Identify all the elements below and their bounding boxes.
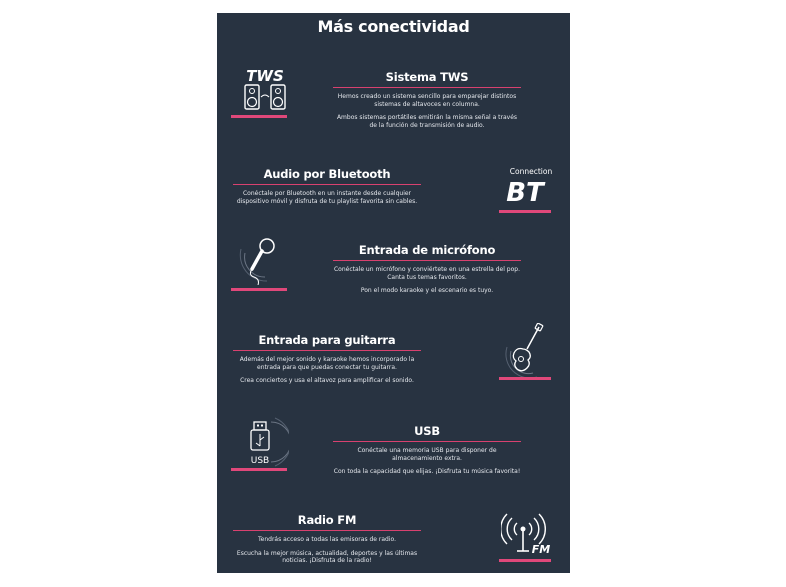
- section-paragraph: Conéctale un micrófono y conviértete en una estrella del pop. Canta tus temas favoritos.: [333, 266, 521, 281]
- section-bluetooth: [233, 167, 421, 211]
- section-title: Sistema TWS: [385, 70, 469, 84]
- section-paragraph: Hemos creado un sistema sencillo para emparejar distintos sistemas de altavoces en columna.: [337, 93, 517, 108]
- usb-icon-label: USB: [250, 456, 270, 466]
- bt-icon-caption: Connection: [509, 167, 553, 176]
- usb-underbar: [231, 468, 287, 471]
- section-guitar: [233, 333, 421, 391]
- section-paragraph: Ambos sistemas portátiles emitirán la misma señal a través de la función de transmisión de audio.: [336, 114, 518, 129]
- section-paragraph: Pon el modo karaoke y el escenario es tuyo.: [360, 287, 494, 294]
- bluetooth-underbar: [499, 210, 551, 213]
- section-microphone: [333, 243, 521, 301]
- section-title: Entrada de micrófono: [358, 243, 496, 257]
- radio-underbar: [499, 559, 551, 562]
- section-divider: [233, 184, 421, 185]
- connectivity-panel: [217, 13, 570, 573]
- section-divider: [333, 87, 521, 88]
- section-title: USB: [414, 424, 440, 438]
- bt-icon-label: BT: [506, 178, 544, 208]
- usb-icon: [237, 416, 289, 468]
- section-paragraph: Crea conciertos y usa el altavoz para amplificar el sonido.: [240, 377, 414, 384]
- section-paragraph: Tendrás acceso a todas las emisoras de radio.: [258, 536, 396, 543]
- section-usb: [333, 424, 521, 482]
- section-divider: [233, 350, 421, 351]
- section-divider: [333, 441, 521, 442]
- section-paragraph: Con toda la capacidad que elijas. ¡Disfruta tu música favorita!: [333, 468, 521, 475]
- section-divider: [333, 260, 521, 261]
- section-paragraph: Conéctale por Bluetooth en un instante desde cualquier dispositivo móvil y disfruta de tu playlist favorita sin cables.: [236, 190, 418, 205]
- microphone-underbar: [231, 288, 287, 291]
- guitar-underbar: [499, 377, 551, 380]
- section-tws: [333, 70, 521, 135]
- guitar-icon: [501, 323, 551, 379]
- section-divider: [233, 530, 421, 531]
- section-title: Audio por Bluetooth: [263, 167, 391, 181]
- section-title: Radio FM: [297, 513, 357, 527]
- microphone-icon: [237, 233, 289, 285]
- section-paragraph: Escucha la mejor música, actualidad, deportes y las últimas noticias. ¡Disfruta de la radio!: [236, 549, 418, 564]
- fm-icon-label: FM: [531, 543, 551, 556]
- radio-antenna-icon: [501, 511, 553, 559]
- tws-icon-label: TWS: [246, 67, 284, 85]
- page-title: Más conectividad: [317, 17, 470, 36]
- section-paragraph: Conéctale una memoria USB para disponer de almacenamiento extra.: [357, 447, 497, 462]
- section-paragraph: Además del mejor sonido y karaoke hemos incorporado la entrada para que puedas conectar tu guitarra.: [239, 356, 415, 371]
- tws-speakers-icon: [237, 65, 293, 117]
- section-radio-fm: [233, 513, 421, 571]
- section-title: Entrada para guitarra: [258, 333, 396, 347]
- tws-underbar: [231, 115, 287, 118]
- bluetooth-connection-icon: [497, 165, 555, 213]
